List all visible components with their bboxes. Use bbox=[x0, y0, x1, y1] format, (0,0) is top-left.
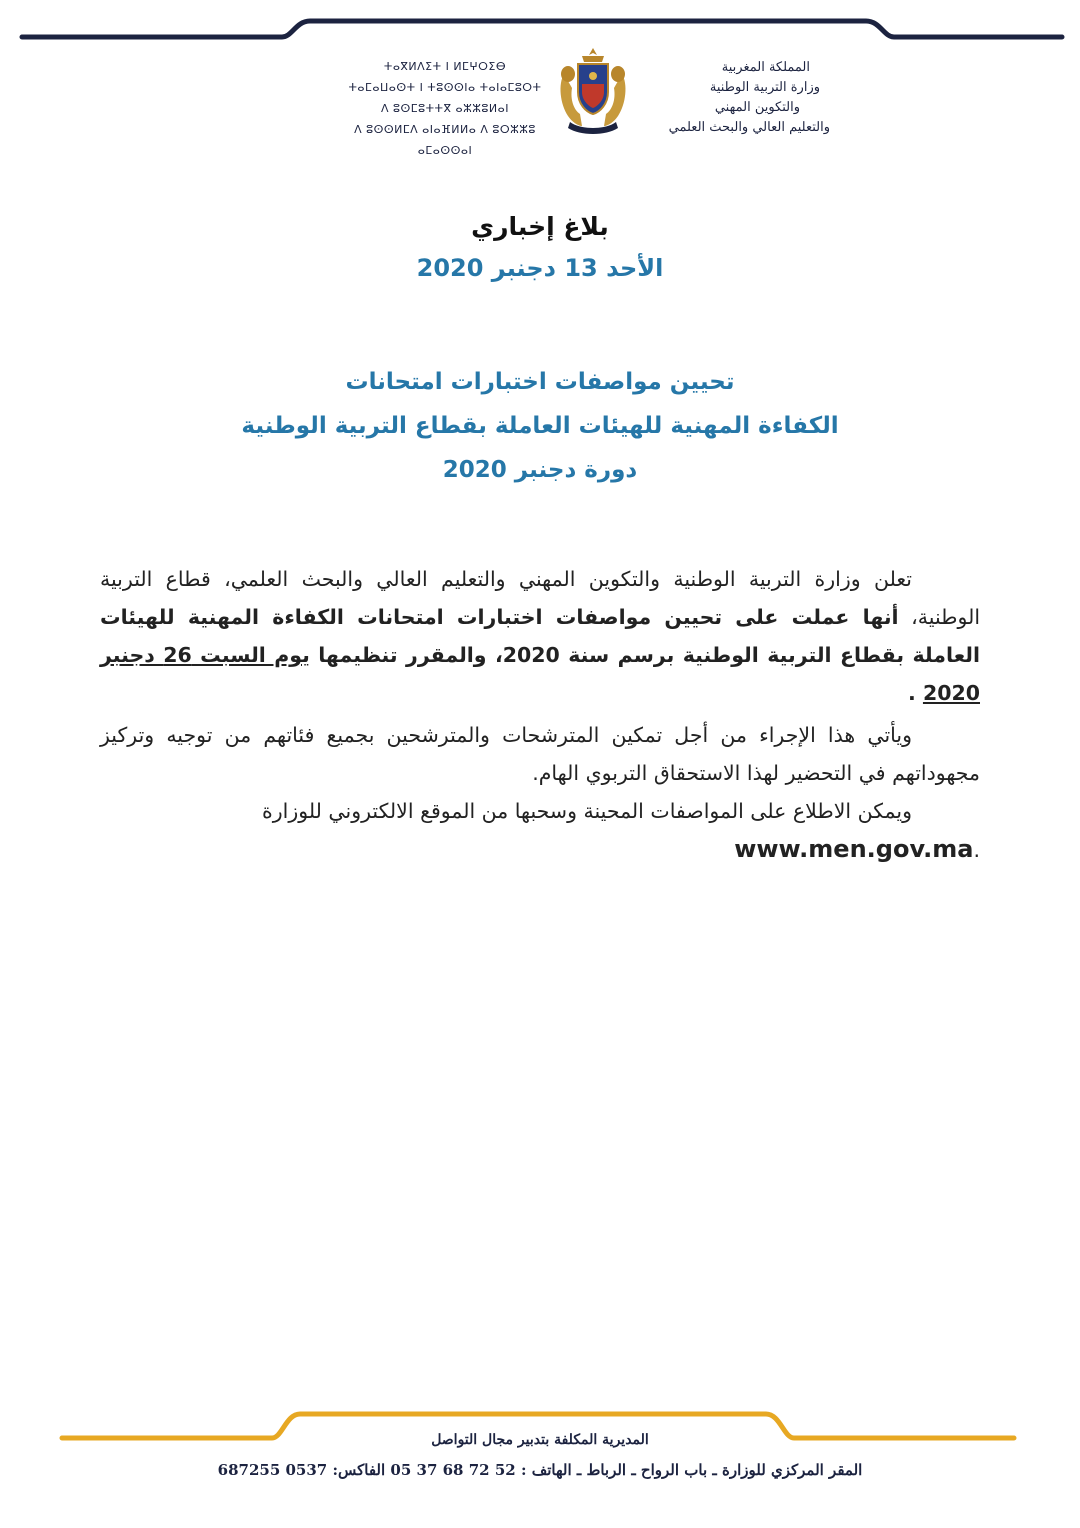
ministry-line: والتعليم العالي والبحث العلمي bbox=[668, 120, 830, 135]
paragraph-announcement bbox=[100, 560, 980, 712]
tifinagh-line: ⴷ ⵓⵙⵎⵓⵜⵜⴳ ⴰⵣⵣⵓⵍⴰⵏ bbox=[381, 102, 509, 115]
website-link[interactable]: www.men.gov.ma bbox=[734, 835, 974, 863]
paragraph-bold: أنها عملت على تحيين مواصفات اختبارات امتحانات الكفاءة المهنية للهيئات العاملة بقطاع التربية الوطنية برسم سنة 2020، والمقرر تنظيمها bbox=[100, 605, 980, 667]
ministry-line: وزارة التربية الوطنية bbox=[709, 80, 820, 95]
paragraph-intro: تعلن وزارة التربية الوطنية والتكوين المهني والتعليم العالي والبحث العلمي، قطاع التربية الوطنية، bbox=[100, 567, 981, 629]
ministry-name-tifinagh bbox=[330, 56, 560, 161]
ministry-line: والتكوين المهني bbox=[714, 100, 800, 115]
tifinagh-line: ⵜⴰⴳⵍⴷⵉⵜ ⵏ ⵍⵎⵖⵔⵉⴱ bbox=[383, 60, 507, 73]
header-band bbox=[0, 0, 1080, 60]
paragraph-end: . bbox=[908, 681, 923, 705]
ministry-name-arabic bbox=[640, 58, 830, 138]
headline bbox=[150, 360, 930, 492]
paragraph-purpose bbox=[100, 716, 980, 792]
tifinagh-line: ⵜⴰⵎⴰⵡⴰⵙⵜ ⵏ ⵜⵓⵙⵙⵏⴰ ⵜⴰⵏⴰⵎⵓⵔⵜ bbox=[348, 81, 542, 94]
website-suffix: . bbox=[973, 838, 980, 862]
footer-band bbox=[0, 1400, 1080, 1460]
paragraph-text: ويمكن الاطلاع على المواصفات المحينة وسحبها من الموقع الالكتروني للوزارة bbox=[262, 799, 912, 823]
footer-directorate: المديرية المكلفة بتدبير مجال التواصل bbox=[431, 1432, 649, 1448]
moroccan-coat-of-arms-icon bbox=[556, 44, 630, 136]
exam-date-underlined: يوم السبت 26 دجنبر 2020 bbox=[100, 643, 980, 705]
paragraph-text: ويأتي هذا الإجراء من أجل تمكين المترشحات والمترشحين بجميع فئاتهم من توجيه وتركيز مجهوداتهم في التحضير لهذا الاستحقاق التربوي الهام. bbox=[100, 723, 980, 785]
communique-date: الأحد 13 دجنبر 2020 bbox=[416, 254, 664, 282]
kingdom-label: المملكة المغربية bbox=[721, 60, 810, 75]
headline-line-1: تحيين مواصفات اختبارات امتحانات bbox=[345, 369, 735, 395]
communique-title: بلاغ إخباري bbox=[471, 212, 609, 241]
footer-address: المقر المركزي للوزارة ـ باب الرواح ـ الرباط ـ الهاتف : 52 72 68 37 05 الفاكس: 0537 687255 bbox=[217, 1461, 863, 1479]
paragraph-website bbox=[100, 792, 980, 869]
headline-line-2: الكفاءة المهنية للهيئات العاملة بقطاع التربية الوطنية bbox=[241, 413, 839, 439]
headline-line-3: دورة دجنبر 2020 bbox=[442, 457, 638, 483]
tifinagh-line: ⴷ ⵓⵙⵙⵍⵎⴷ ⴰⵏⴰⴼⵍⵍⴰ ⴷ ⵓⵔⵣⵣⵓ ⴰⵎⴰⵙⵙⴰⵏ bbox=[354, 123, 536, 157]
